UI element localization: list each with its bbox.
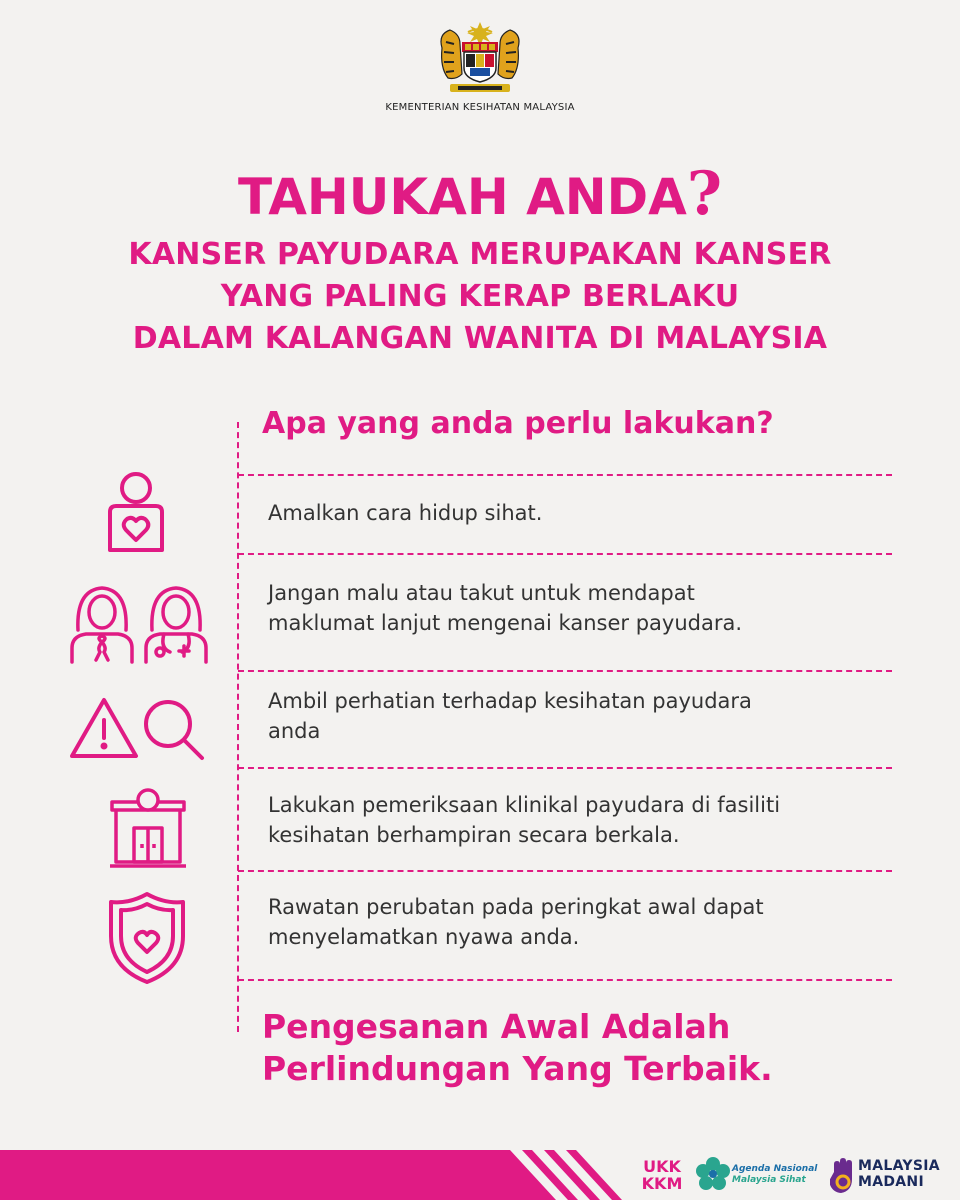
clinic-building-icon (108, 784, 188, 870)
horizontal-dashed-divider (238, 979, 892, 981)
item-text-line: Jangan malu atau takut untuk mendapat (268, 581, 695, 605)
subheadline-line: DALAM KALANGAN WANITA DI MALAYSIA (132, 321, 828, 356)
list-item (268, 578, 888, 638)
ukk-logo-line: KKM (641, 1174, 683, 1193)
headline-text: TAHUKAH ANDA (238, 168, 687, 226)
list-item (268, 498, 888, 528)
agenda-line: Malaysia Sihat (732, 1175, 806, 1185)
madani-hand-icon (830, 1158, 856, 1194)
list-item (268, 686, 888, 746)
ministry-name: KEMENTERIAN KESIHATAN MALAYSIA (385, 102, 575, 113)
horizontal-dashed-divider (238, 670, 892, 672)
women-doctor-icon (68, 584, 208, 666)
ukk-kkm-logo (640, 1158, 684, 1192)
shield-heart-icon (106, 890, 188, 986)
malaysia-madani-logo (830, 1156, 950, 1196)
warning-search-icon (68, 694, 208, 762)
madani-text (858, 1158, 940, 1190)
item-text-line: Rawatan perubatan pada peringkat awal dapat (268, 895, 764, 919)
madani-line: MALAYSIA (858, 1158, 940, 1174)
closing-line: Perlindungan Yang Terbaik. (262, 1049, 773, 1088)
item-text-line: kesihatan berhampiran secara berkala. (268, 823, 680, 847)
subheadline (0, 234, 960, 360)
horizontal-dashed-divider (238, 870, 892, 872)
item-text-line: anda (268, 719, 321, 743)
item-text-line: Ambil perhatian terhadap kesihatan payudara (268, 689, 752, 713)
ukk-logo-line: UKK (643, 1157, 681, 1176)
hibiscus-icon (696, 1156, 730, 1190)
agenda-nasional-logo (696, 1154, 824, 1194)
madani-line: MADANI (858, 1174, 924, 1190)
section-question: Apa yang anda perlu lakukan? (262, 406, 774, 441)
headline (0, 159, 960, 229)
person-heart-icon (104, 470, 168, 556)
horizontal-dashed-divider (238, 767, 892, 769)
horizontal-dashed-divider (238, 474, 892, 476)
headline-question-mark: ? (686, 159, 722, 229)
list-item (268, 790, 888, 850)
agenda-text (732, 1164, 817, 1186)
agenda-line: Agenda Nasional (732, 1164, 818, 1174)
subheadline-line: YANG PALING KERAP BERLAKU (220, 279, 740, 314)
horizontal-dashed-divider (238, 553, 892, 555)
item-text-line: Amalkan cara hidup sihat. (268, 501, 543, 525)
subheadline-line: KANSER PAYUDARA MERUPAKAN KANSER (128, 237, 832, 272)
item-text-line: menyelamatkan nyawa anda. (268, 925, 580, 949)
list-item (268, 892, 888, 952)
closing-statement (262, 1006, 773, 1090)
item-text-line: Lakukan pemeriksaan klinikal payudara di fasiliti (268, 793, 781, 817)
closing-line: Pengesanan Awal Adalah (262, 1007, 731, 1046)
vertical-dashed-divider (237, 422, 239, 1032)
malaysia-coat-of-arms-icon (432, 18, 528, 98)
item-text-line: maklumat lanjut mengenai kanser payudara. (268, 611, 743, 635)
